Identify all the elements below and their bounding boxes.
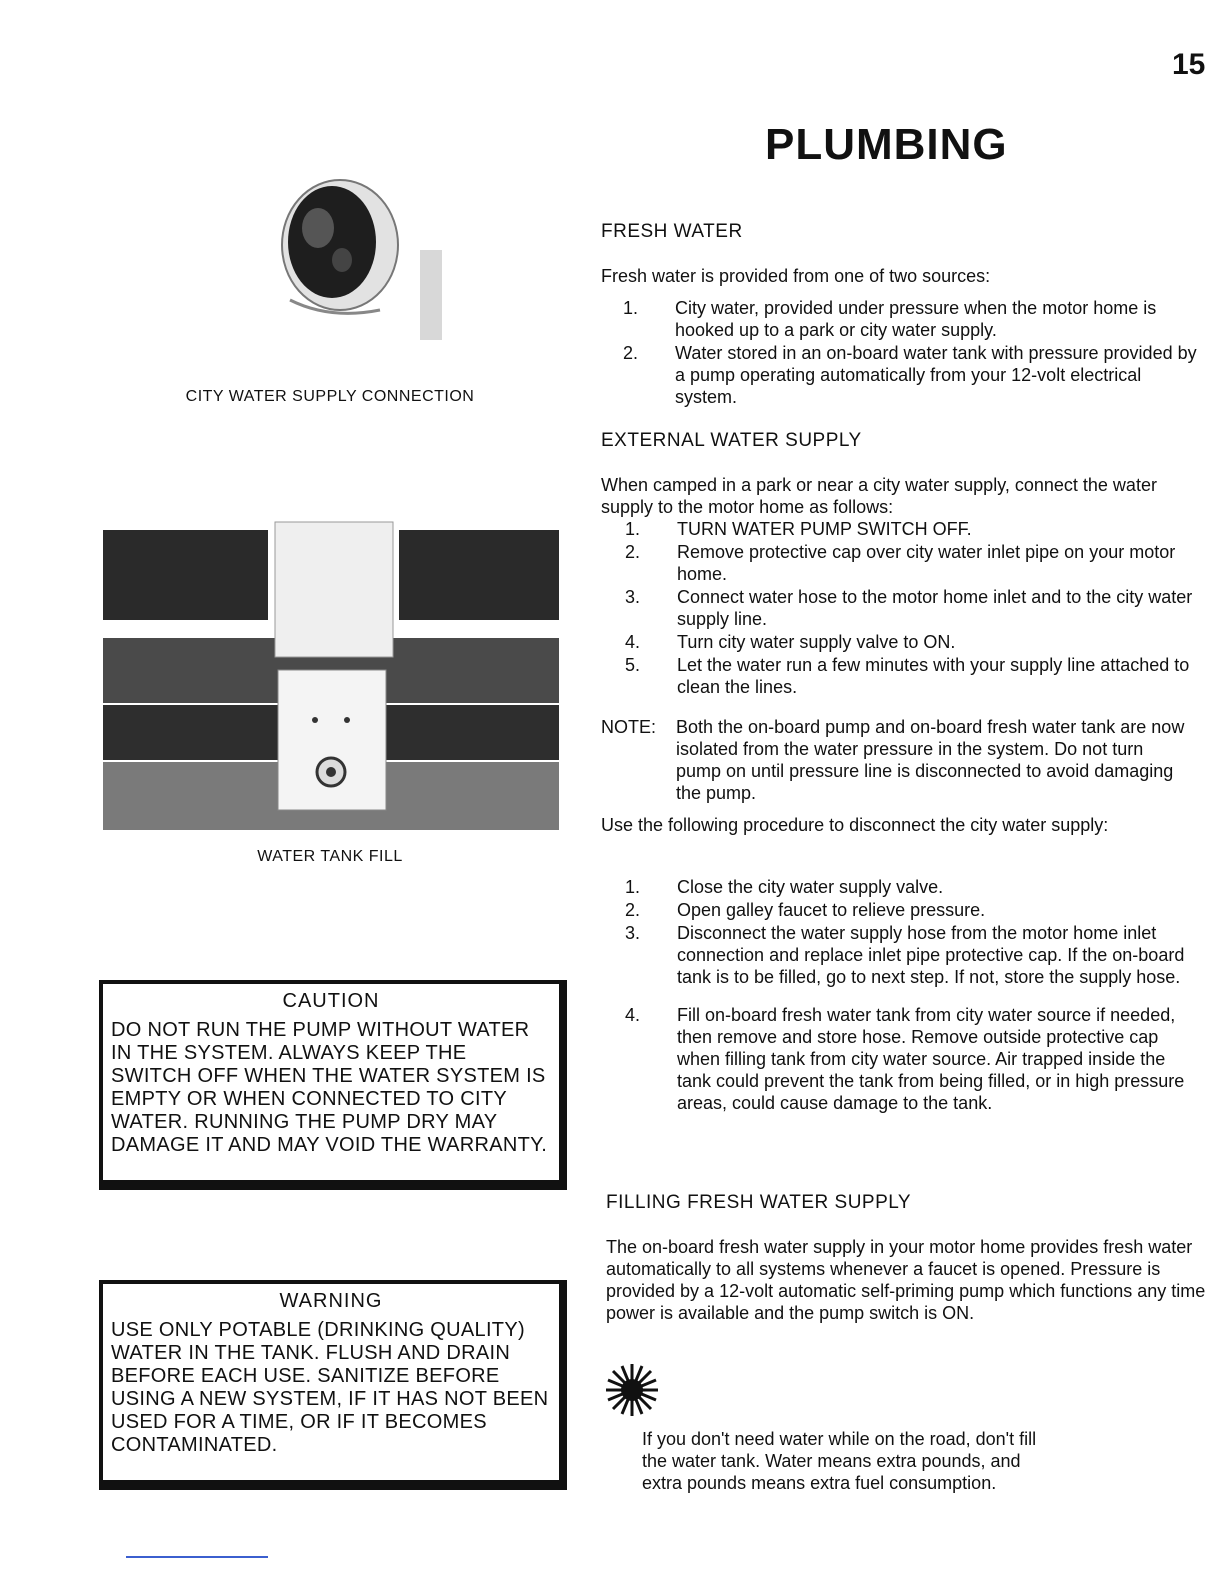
external-supply-intro: When camped in a park or near a city water supply, connect the water supply to the motor home as follows: [601, 475, 1157, 517]
caution-text: DO NOT RUN THE PUMP WITHOUT WATER IN THE SYSTEM. ALWAYS KEEP THE SWITCH OFF WHEN THE WATER SYSTEM IS EMPTY OR WHEN CONNECTED TO CITY WATER. RUNNING THE PUMP DRY MAY DAMAGE IT AND MAY VOID THE WARRANTY. [111, 1019, 548, 1156]
sunburst-icon [604, 1362, 660, 1418]
note-label: NOTE: [601, 717, 657, 737]
note-text: Both the on-board pump and on-board fresh water tank are now isolated from the water pressure in the system. Do not turn pump on until pressure line is disconnected to avoid damaging the pump. [676, 717, 1185, 803]
city-water-caption: CITY WATER SUPPLY CONNECTION [185, 388, 475, 405]
list-item: 1. TURN WATER PUMP SWITCH OFF. [625, 519, 972, 539]
disconnect-intro: Use the following procedure to disconnect the city water supply: [601, 815, 1109, 835]
external-supply-steps [625, 518, 1195, 699]
city-water-photo [270, 170, 460, 370]
list-item: 5. Let the water run a few minutes with your supply line attached to clean the lines. [625, 655, 1190, 697]
list-item: 2. Water stored in an on-board water tank with pressure provided by a pump operating automatically from your 12-volt electrical system. [623, 343, 1197, 407]
list-item: 1. City water, provided under pressure when the motor home is hooked up to a park or city water supply. [623, 298, 1157, 340]
page-title: PLUMBING [765, 120, 1008, 169]
fresh-water-list [623, 297, 1208, 409]
list-item: 4. Fill on-board fresh water tank from city water source if needed, then remove and store hose. Remove outside protective cap when filling tank from city water source. Air trapped inside the tank could prevent the tank from being filled, or in high pressure areas, could cause damage to the tank. [625, 1005, 1185, 1113]
list-item: 3. Disconnect the water supply hose from the motor home inlet connection and replace inlet pipe protective cap. If the on-board tank is to be filled, go to next step. If not, store the supply hose. [625, 923, 1185, 987]
list-item: 3. Connect water hose to the motor home inlet and to the city water supply line. [625, 587, 1193, 629]
filling-heading: FILLING FRESH WATER SUPPLY [606, 1192, 912, 1213]
caution-title: CAUTION [282, 990, 380, 1012]
warning-box [99, 1280, 567, 1490]
disconnect-steps [625, 876, 1195, 1115]
list-item: 1. Close the city water supply valve. [625, 877, 944, 897]
water-tank-fill-photo [103, 510, 559, 830]
list-item: 2. Remove protective cap over city water inlet pipe on your motor home. [625, 542, 1176, 584]
caution-box [99, 980, 567, 1190]
warning-title: WARNING [279, 1290, 383, 1312]
page-number: 15 [1172, 48, 1206, 81]
warning-text: USE ONLY POTABLE (DRINKING QUALITY) WATER IN THE TANK. FLUSH AND DRAIN BEFORE EACH USE. SANITIZE BEFORE USING A NEW SYSTEM, IF IT HAS NOT BEEN USED FOR A TIME, OR IF IT BECOMES CONTAMINATED. [111, 1319, 549, 1456]
tip-text: If you don't need water while on the road, don't fill the water tank. Water means extra pounds, and extra pounds means extra fuel consumption. [642, 1429, 1037, 1493]
external-supply-heading: EXTERNAL WATER SUPPLY [601, 430, 862, 451]
pump-note [601, 716, 1186, 804]
list-item: 2. Open galley faucet to relieve pressure. [625, 900, 986, 920]
water-tank-fill-caption: WATER TANK FILL [257, 848, 403, 865]
filling-text: The on-board fresh water supply in your motor home provides fresh water automatically to all systems whenever a faucet is opened. Pressure is provided by a 12-volt automatic self-priming pump which functions any time power is available and the pump switch is ON. [606, 1237, 1206, 1323]
bottom-rule [126, 1556, 268, 1558]
fresh-water-intro: Fresh water is provided from one of two sources: [601, 266, 991, 286]
fresh-water-heading: FRESH WATER [601, 221, 743, 242]
list-item: 4. Turn city water supply valve to ON. [625, 632, 956, 652]
